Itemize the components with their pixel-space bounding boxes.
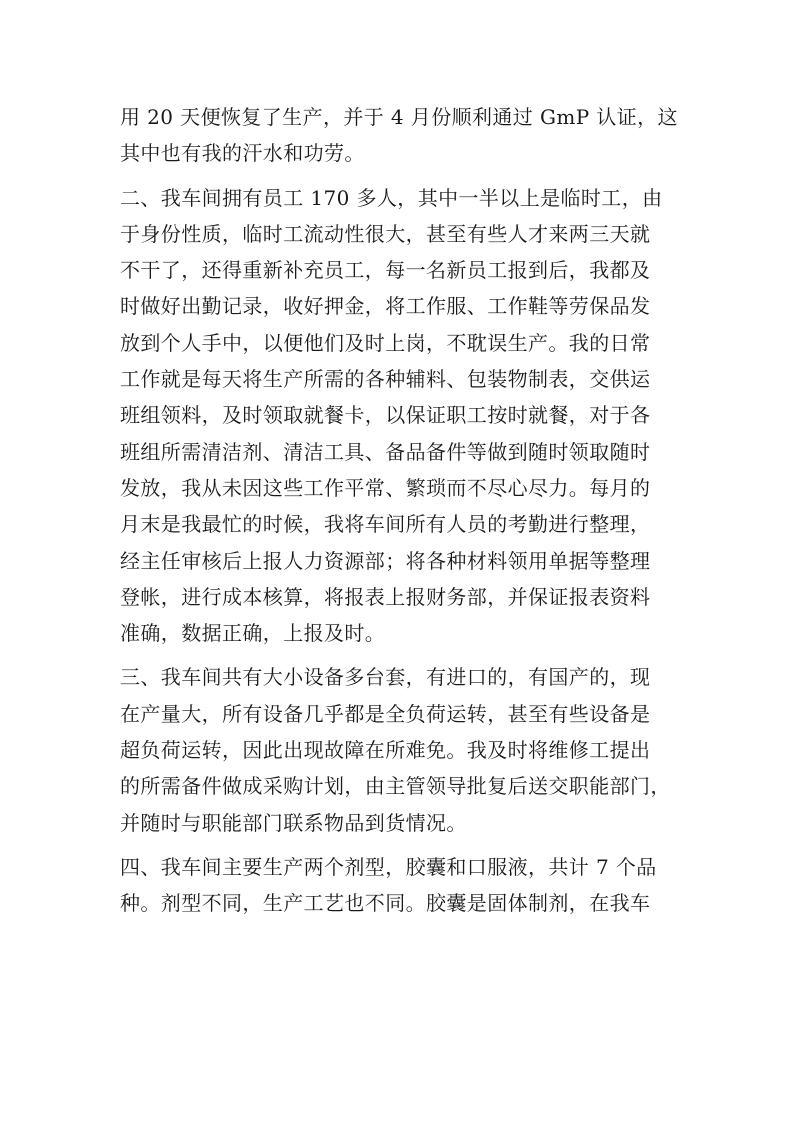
text-line: 经主任审核后上报人力资源部；将各种材料领用单据等整理 — [120, 548, 651, 573]
text-line: 的所需备件做成采购计划，由主管领导批复后送交职能部门， — [120, 774, 671, 799]
text-line: 登帐，进行成本核算，将报表上报财务部，并保证报表资料 — [120, 584, 651, 609]
text-line: 用 20 天便恢复了生产，并于 4 月份顺利通过 GmP 认证，这 — [120, 105, 678, 129]
paragraph-4 — [120, 849, 690, 922]
text-line: 班组领料，及时领取就餐卡，以保证职工按时就餐，对于各 — [120, 403, 651, 428]
text-line: 月末是我最忙的时候，我将车间所有人员的考勤进行整理， — [120, 512, 651, 537]
text-line: 放到个人手中，以便他们及时上岗，不耽误生产。我的日常 — [120, 330, 651, 355]
text-line: 二、我车间拥有员工 170 多人，其中一半以上是临时工，由 — [120, 185, 663, 210]
text-line: 时做好出勤记录，收好押金，将工作服、工作鞋等劳保品发 — [120, 294, 651, 319]
text-line: 准确，数据正确，上报及时。 — [120, 621, 386, 646]
text-line: 工作就是每天将生产所需的各种辅料、包装物制表，交供运 — [120, 367, 651, 392]
document-body — [120, 99, 690, 922]
text-line: 其中也有我的汗水和功劳。 — [120, 141, 365, 166]
text-line: 班组所需清洁剂、清洁工具、备品备件等做到随时领取随时 — [120, 439, 651, 464]
text-line: 发放，我从未因这些工作平常、繁琐而不尽心尽力。每月的 — [120, 475, 651, 500]
text-line: 不干了，还得重新补充员工，每一名新员工报到后，我都及 — [120, 258, 651, 283]
text-line: 四、我车间主要生产两个剂型，胶囊和口服液，共计 7 个品 — [120, 854, 657, 879]
text-line: 在产量大，所有设备几乎都是全负荷运转，甚至有些设备是 — [120, 701, 651, 726]
text-line: 三、我车间共有大小设备多台套，有进口的，有国产的，现 — [120, 665, 651, 690]
paragraph-3 — [120, 659, 690, 840]
text-line: 并随时与职能部门联系物品到货情况。 — [120, 810, 467, 835]
text-line: 于身份性质，临时工流动性很大，甚至有些人才来两三天就 — [120, 221, 651, 246]
text-line: 超负荷运转，因此出现故障在所难免。我及时将维修工提出 — [120, 738, 651, 763]
paragraph-2 — [120, 180, 690, 652]
paragraph-1 — [120, 99, 690, 172]
text-line: 种。剂型不同，生产工艺也不同。胶囊是固体制剂，在我车 — [120, 891, 651, 916]
